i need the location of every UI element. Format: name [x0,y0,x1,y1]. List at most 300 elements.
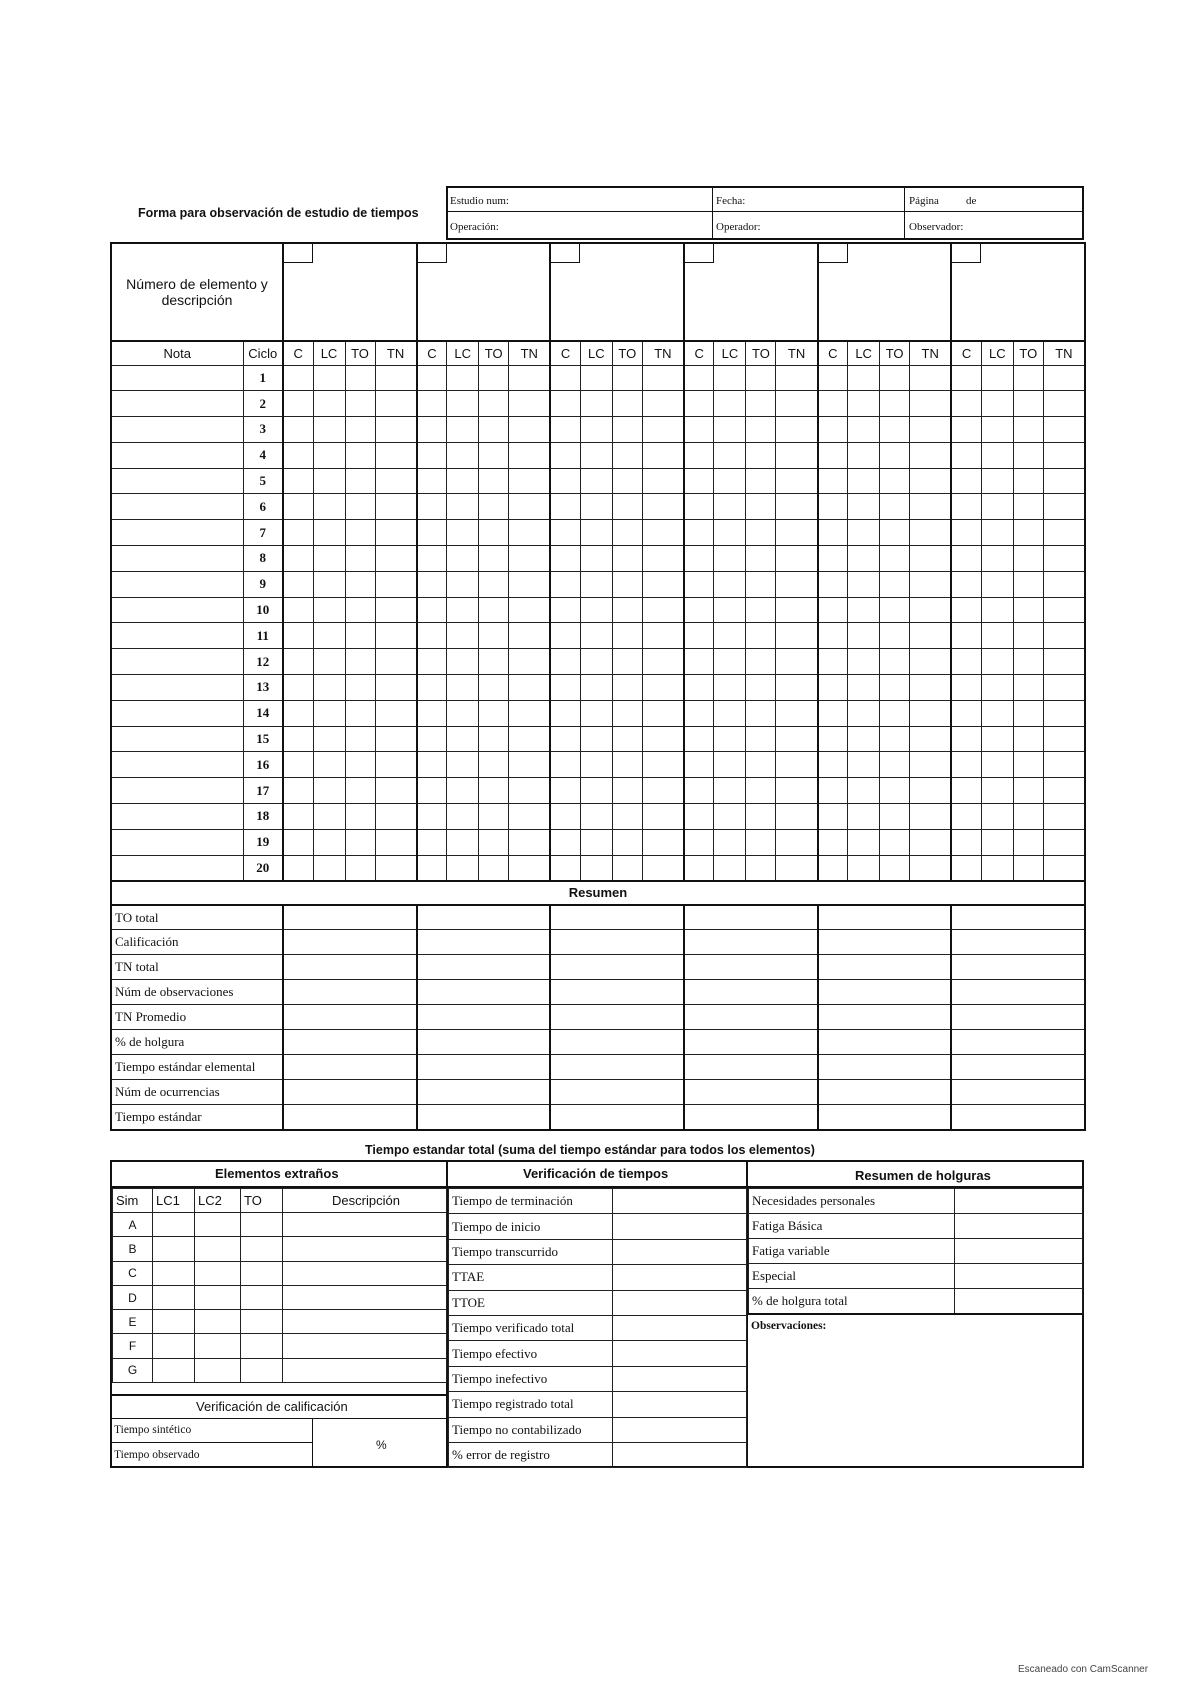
time-cell[interactable] [746,546,776,572]
time-cell[interactable] [550,571,580,597]
time-cell[interactable] [714,778,746,804]
time-cell[interactable] [776,752,818,778]
time-cell[interactable] [612,494,642,520]
time-cell[interactable] [714,417,746,443]
time-cell[interactable] [848,752,880,778]
time-cell[interactable] [776,520,818,546]
time-cell[interactable] [981,623,1013,649]
time-cell[interactable] [417,468,447,494]
time-cell[interactable] [818,442,848,468]
time-cell[interactable] [981,829,1013,855]
time-cell[interactable] [580,804,612,830]
extranos-cell[interactable] [241,1310,283,1334]
time-cell[interactable] [509,778,551,804]
time-cell[interactable] [1013,829,1043,855]
time-cell[interactable] [375,752,417,778]
time-cell[interactable] [951,391,981,417]
time-cell[interactable] [1043,675,1085,701]
time-cell[interactable] [910,468,952,494]
time-cell[interactable] [345,546,375,572]
verificacion-value-cell[interactable] [613,1366,747,1391]
time-cell[interactable] [746,597,776,623]
time-cell[interactable] [313,571,345,597]
time-cell[interactable] [550,778,580,804]
time-cell[interactable] [313,778,345,804]
nota-cell[interactable] [111,365,243,391]
time-cell[interactable] [776,468,818,494]
time-cell[interactable] [684,623,714,649]
time-cell[interactable] [313,520,345,546]
time-cell[interactable] [479,417,509,443]
time-cell[interactable] [447,520,479,546]
time-cell[interactable] [447,804,479,830]
time-cell[interactable] [910,752,952,778]
time-cell[interactable] [746,700,776,726]
time-cell[interactable] [981,804,1013,830]
resumen-value-cell[interactable] [818,1030,952,1055]
resumen-value-cell[interactable] [684,980,818,1005]
nota-cell[interactable] [111,855,243,881]
extranos-cell[interactable] [283,1213,447,1237]
time-cell[interactable] [880,365,910,391]
extranos-cell[interactable] [283,1334,447,1358]
time-cell[interactable] [880,597,910,623]
time-cell[interactable] [550,468,580,494]
time-cell[interactable] [684,804,714,830]
time-cell[interactable] [580,442,612,468]
extranos-cell[interactable] [241,1358,283,1382]
time-cell[interactable] [848,829,880,855]
time-cell[interactable] [1043,752,1085,778]
resumen-value-cell[interactable] [417,1030,551,1055]
extranos-cell[interactable] [241,1285,283,1309]
time-cell[interactable] [951,417,981,443]
extranos-cell[interactable] [153,1358,195,1382]
extranos-cell[interactable] [153,1237,195,1261]
time-cell[interactable] [612,391,642,417]
time-cell[interactable] [642,494,684,520]
time-cell[interactable] [345,597,375,623]
time-cell[interactable] [479,726,509,752]
resumen-value-cell[interactable] [550,1030,684,1055]
extranos-cell[interactable] [241,1237,283,1261]
time-cell[interactable] [283,649,313,675]
time-cell[interactable] [714,752,746,778]
time-cell[interactable] [1013,442,1043,468]
time-cell[interactable] [1013,649,1043,675]
time-cell[interactable] [714,391,746,417]
resumen-value-cell[interactable] [283,980,417,1005]
resumen-value-cell[interactable] [818,930,952,955]
time-cell[interactable] [509,442,551,468]
resumen-value-cell[interactable] [684,1080,818,1105]
nota-cell[interactable] [111,649,243,675]
time-cell[interactable] [313,442,345,468]
time-cell[interactable] [848,365,880,391]
time-cell[interactable] [375,520,417,546]
time-cell[interactable] [479,855,509,881]
time-cell[interactable] [447,442,479,468]
time-cell[interactable] [776,726,818,752]
time-cell[interactable] [313,752,345,778]
nota-cell[interactable] [111,597,243,623]
resumen-value-cell[interactable] [818,1055,952,1080]
time-cell[interactable] [848,700,880,726]
element-4-number-box[interactable] [685,244,714,263]
time-cell[interactable] [550,417,580,443]
time-cell[interactable] [612,855,642,881]
time-cell[interactable] [479,546,509,572]
time-cell[interactable] [447,623,479,649]
time-cell[interactable] [714,494,746,520]
time-cell[interactable] [714,675,746,701]
time-cell[interactable] [776,571,818,597]
resumen-value-cell[interactable] [283,905,417,930]
time-cell[interactable] [746,417,776,443]
holguras-value-cell[interactable] [955,1239,1083,1264]
time-cell[interactable] [345,675,375,701]
time-cell[interactable] [776,778,818,804]
time-cell[interactable] [818,494,848,520]
time-cell[interactable] [1013,855,1043,881]
time-cell[interactable] [981,726,1013,752]
time-cell[interactable] [880,649,910,675]
time-cell[interactable] [479,494,509,520]
time-cell[interactable] [447,494,479,520]
time-cell[interactable] [1013,520,1043,546]
extranos-cell[interactable] [153,1334,195,1358]
element-2-number-box[interactable] [418,244,447,263]
time-cell[interactable] [910,649,952,675]
time-cell[interactable] [776,365,818,391]
time-cell[interactable] [313,365,345,391]
resumen-value-cell[interactable] [818,905,952,930]
time-cell[interactable] [345,520,375,546]
verificacion-value-cell[interactable] [613,1265,747,1290]
time-cell[interactable] [417,391,447,417]
resumen-value-cell[interactable] [684,930,818,955]
time-cell[interactable] [375,804,417,830]
time-cell[interactable] [714,726,746,752]
time-cell[interactable] [550,365,580,391]
resumen-value-cell[interactable] [550,955,684,980]
time-cell[interactable] [746,804,776,830]
holguras-value-cell[interactable] [955,1214,1083,1239]
time-cell[interactable] [345,391,375,417]
time-cell[interactable] [1043,571,1085,597]
time-cell[interactable] [313,855,345,881]
time-cell[interactable] [375,675,417,701]
time-cell[interactable] [447,649,479,675]
time-cell[interactable] [981,675,1013,701]
extranos-cell[interactable] [283,1261,447,1285]
time-cell[interactable] [479,752,509,778]
time-cell[interactable] [746,726,776,752]
time-cell[interactable] [684,468,714,494]
time-cell[interactable] [447,468,479,494]
nota-cell[interactable] [111,391,243,417]
time-cell[interactable] [1013,417,1043,443]
time-cell[interactable] [345,778,375,804]
extranos-cell[interactable] [195,1334,241,1358]
time-cell[interactable] [612,649,642,675]
time-cell[interactable] [951,365,981,391]
time-cell[interactable] [612,700,642,726]
time-cell[interactable] [848,726,880,752]
time-cell[interactable] [612,546,642,572]
time-cell[interactable] [345,468,375,494]
element-1-number-box[interactable] [284,244,313,263]
time-cell[interactable] [1043,597,1085,623]
time-cell[interactable] [417,726,447,752]
time-cell[interactable] [642,675,684,701]
time-cell[interactable] [910,520,952,546]
time-cell[interactable] [612,804,642,830]
time-cell[interactable] [283,417,313,443]
time-cell[interactable] [345,365,375,391]
time-cell[interactable] [447,700,479,726]
time-cell[interactable] [417,571,447,597]
time-cell[interactable] [714,520,746,546]
time-cell[interactable] [375,442,417,468]
time-cell[interactable] [818,778,848,804]
time-cell[interactable] [951,700,981,726]
time-cell[interactable] [447,752,479,778]
time-cell[interactable] [447,829,479,855]
time-cell[interactable] [509,675,551,701]
time-cell[interactable] [951,855,981,881]
time-cell[interactable] [746,675,776,701]
time-cell[interactable] [417,700,447,726]
time-cell[interactable] [612,623,642,649]
time-cell[interactable] [848,391,880,417]
extranos-cell[interactable] [283,1310,447,1334]
time-cell[interactable] [951,468,981,494]
time-cell[interactable] [1013,700,1043,726]
time-cell[interactable] [776,675,818,701]
time-cell[interactable] [313,597,345,623]
time-cell[interactable] [313,804,345,830]
time-cell[interactable] [981,649,1013,675]
time-cell[interactable] [375,417,417,443]
time-cell[interactable] [509,804,551,830]
time-cell[interactable] [951,623,981,649]
time-cell[interactable] [818,752,848,778]
resumen-value-cell[interactable] [283,1005,417,1030]
time-cell[interactable] [776,623,818,649]
time-cell[interactable] [1013,726,1043,752]
time-cell[interactable] [345,649,375,675]
time-cell[interactable] [580,700,612,726]
time-cell[interactable] [746,520,776,546]
time-cell[interactable] [776,391,818,417]
time-cell[interactable] [981,391,1013,417]
time-cell[interactable] [848,804,880,830]
time-cell[interactable] [313,726,345,752]
extranos-cell[interactable] [283,1237,447,1261]
holguras-value-cell[interactable] [955,1264,1083,1289]
time-cell[interactable] [1013,468,1043,494]
time-cell[interactable] [776,546,818,572]
time-cell[interactable] [746,391,776,417]
time-cell[interactable] [642,623,684,649]
time-cell[interactable] [345,804,375,830]
nota-cell[interactable] [111,417,243,443]
verificacion-value-cell[interactable] [613,1417,747,1442]
time-cell[interactable] [1043,829,1085,855]
time-cell[interactable] [880,700,910,726]
time-cell[interactable] [1043,468,1085,494]
time-cell[interactable] [818,468,848,494]
time-cell[interactable] [479,520,509,546]
time-cell[interactable] [375,726,417,752]
time-cell[interactable] [1043,391,1085,417]
time-cell[interactable] [509,365,551,391]
time-cell[interactable] [375,391,417,417]
time-cell[interactable] [550,855,580,881]
time-cell[interactable] [910,855,952,881]
resumen-value-cell[interactable] [818,955,952,980]
time-cell[interactable] [345,855,375,881]
time-cell[interactable] [345,752,375,778]
nota-cell[interactable] [111,623,243,649]
time-cell[interactable] [447,597,479,623]
operador-label[interactable]: Operador: [716,221,761,233]
extranos-cell[interactable] [153,1310,195,1334]
time-cell[interactable] [313,829,345,855]
time-cell[interactable] [776,804,818,830]
time-cell[interactable] [283,468,313,494]
time-cell[interactable] [345,417,375,443]
time-cell[interactable] [417,829,447,855]
time-cell[interactable] [981,752,1013,778]
time-cell[interactable] [580,365,612,391]
time-cell[interactable] [580,571,612,597]
time-cell[interactable] [283,520,313,546]
time-cell[interactable] [746,494,776,520]
time-cell[interactable] [981,855,1013,881]
time-cell[interactable] [509,829,551,855]
time-cell[interactable] [848,494,880,520]
time-cell[interactable] [345,442,375,468]
time-cell[interactable] [910,571,952,597]
tiempo-observado-label[interactable]: Tiempo observado [114,1449,200,1461]
time-cell[interactable] [981,700,1013,726]
time-cell[interactable] [375,855,417,881]
time-cell[interactable] [479,829,509,855]
time-cell[interactable] [550,597,580,623]
time-cell[interactable] [375,829,417,855]
time-cell[interactable] [642,468,684,494]
nota-cell[interactable] [111,468,243,494]
time-cell[interactable] [910,778,952,804]
time-cell[interactable] [684,726,714,752]
time-cell[interactable] [776,597,818,623]
time-cell[interactable] [848,442,880,468]
time-cell[interactable] [880,752,910,778]
time-cell[interactable] [1013,494,1043,520]
time-cell[interactable] [684,546,714,572]
time-cell[interactable] [880,417,910,443]
nota-cell[interactable] [111,520,243,546]
time-cell[interactable] [818,571,848,597]
time-cell[interactable] [684,855,714,881]
time-cell[interactable] [345,700,375,726]
time-cell[interactable] [612,829,642,855]
time-cell[interactable] [951,520,981,546]
resumen-value-cell[interactable] [417,930,551,955]
resumen-value-cell[interactable] [951,980,1085,1005]
time-cell[interactable] [714,829,746,855]
time-cell[interactable] [910,675,952,701]
time-cell[interactable] [479,804,509,830]
time-cell[interactable] [951,778,981,804]
time-cell[interactable] [642,571,684,597]
time-cell[interactable] [509,520,551,546]
time-cell[interactable] [479,468,509,494]
time-cell[interactable] [981,571,1013,597]
holguras-value-cell[interactable] [955,1289,1083,1314]
time-cell[interactable] [776,855,818,881]
time-cell[interactable] [642,597,684,623]
resumen-value-cell[interactable] [417,1105,551,1130]
time-cell[interactable] [746,442,776,468]
time-cell[interactable] [550,675,580,701]
time-cell[interactable] [981,365,1013,391]
time-cell[interactable] [447,675,479,701]
time-cell[interactable] [580,468,612,494]
time-cell[interactable] [684,571,714,597]
time-cell[interactable] [642,649,684,675]
time-cell[interactable] [375,365,417,391]
time-cell[interactable] [509,597,551,623]
verificacion-value-cell[interactable] [613,1189,747,1214]
time-cell[interactable] [910,804,952,830]
time-cell[interactable] [509,494,551,520]
time-cell[interactable] [818,520,848,546]
time-cell[interactable] [375,700,417,726]
time-cell[interactable] [417,417,447,443]
time-cell[interactable] [550,649,580,675]
time-cell[interactable] [818,855,848,881]
time-cell[interactable] [313,468,345,494]
fecha-label[interactable]: Fecha: [716,195,746,207]
time-cell[interactable] [951,649,981,675]
time-cell[interactable] [283,855,313,881]
resumen-value-cell[interactable] [684,1055,818,1080]
resumen-value-cell[interactable] [951,1080,1085,1105]
time-cell[interactable] [612,468,642,494]
extranos-cell[interactable] [241,1334,283,1358]
time-cell[interactable] [848,778,880,804]
element-3-description-cell[interactable] [550,243,684,341]
time-cell[interactable] [818,649,848,675]
time-cell[interactable] [447,778,479,804]
nota-cell[interactable] [111,571,243,597]
time-cell[interactable] [283,494,313,520]
verificacion-value-cell[interactable] [613,1392,747,1417]
time-cell[interactable] [1043,623,1085,649]
time-cell[interactable] [818,417,848,443]
time-cell[interactable] [1013,597,1043,623]
time-cell[interactable] [283,623,313,649]
time-cell[interactable] [580,778,612,804]
resumen-value-cell[interactable] [417,1055,551,1080]
time-cell[interactable] [951,546,981,572]
time-cell[interactable] [580,829,612,855]
time-cell[interactable] [447,417,479,443]
time-cell[interactable] [910,726,952,752]
